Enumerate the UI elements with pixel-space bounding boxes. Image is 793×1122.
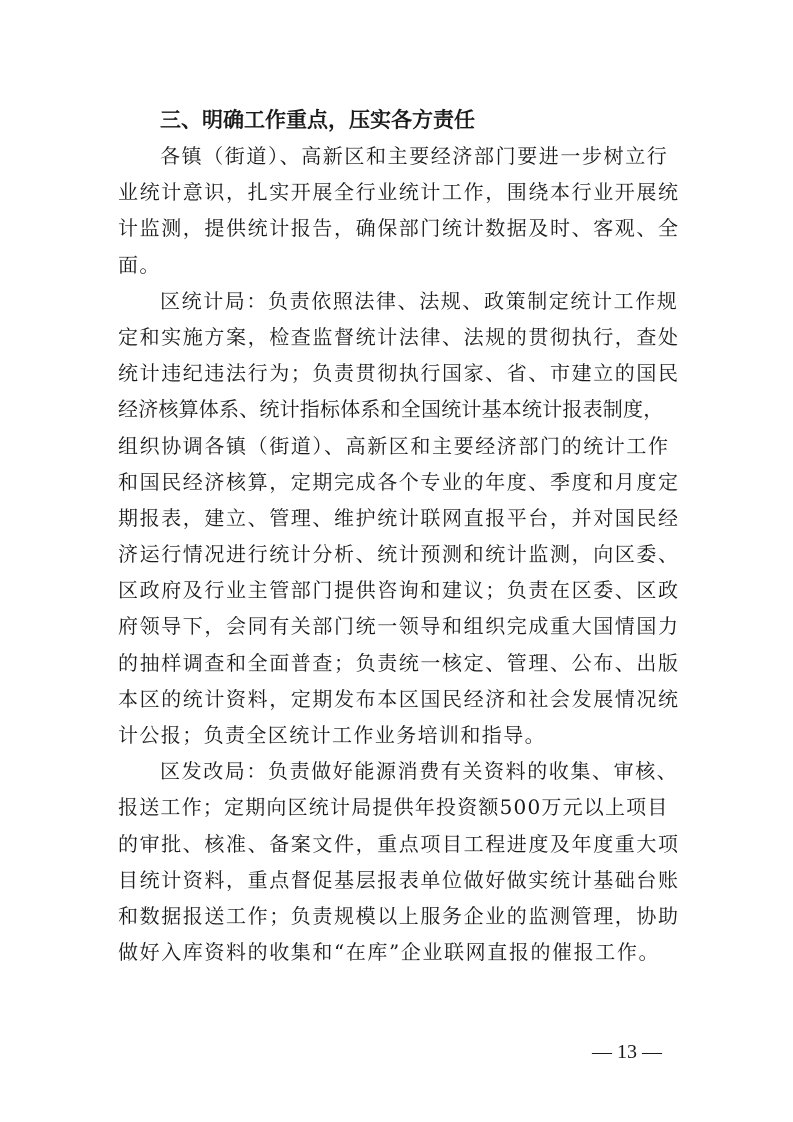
- text-line: 和数据报送工作；负责规模以上服务企业的监测管理，协助: [118, 903, 680, 928]
- text-line: 组织协调各镇（街道）、高新区和主要经济部门的统计工作: [118, 433, 670, 458]
- paragraph-development-bureau: [118, 753, 678, 970]
- text-line: 的审批、核准、备案文件，重点项目工程进度及年度重大项: [118, 831, 680, 856]
- paragraph-intro: [118, 138, 678, 283]
- text-line: 面。: [118, 252, 161, 277]
- text-line: 本区的统计资料，定期发布本区国民经济和社会发展情况统: [118, 686, 680, 711]
- text-line: 计公报；负责全区统计工作业务培训和指导。: [118, 723, 546, 747]
- text-line: 经济核算体系、统计指标体系和全国统计基本统计报表制度，: [118, 397, 664, 422]
- text-line: 统计违纪违法行为；负责贯彻执行国家、省、市建立的国民: [118, 361, 680, 386]
- text-line: 计监测，提供统计报告，确保部门统计数据及时、客观、全: [118, 216, 680, 241]
- section-heading: 三、明确工作重点，压实各方责任: [160, 108, 475, 132]
- text-line: 府领导下，会同有关部门统一领导和组织完成重大国情国力: [118, 614, 680, 639]
- text-line: 区发改局：负责做好能源消费有关资料的收集、审核、: [160, 759, 679, 784]
- page-number: — 13 —: [592, 1041, 662, 1063]
- text-line: 做好入库资料的收集和“在库”企业联网直报的催报工作。: [118, 940, 661, 965]
- text-line: 业统计意识，扎实开展全行业统计工作，围绕本行业开展统: [118, 180, 680, 205]
- text-line: 济运行情况进行统计分析、统计预测和统计监测，向区委、: [118, 542, 680, 567]
- text-line: 期报表，建立、管理、维护统计联网直报平台，并对国民经: [118, 505, 680, 530]
- text-line: 区统计局：负责依照法律、法规、政策制定统计工作规: [160, 288, 679, 313]
- text-line: 定和实施方案，检查监督统计法律、法规的贯彻执行，查处: [118, 324, 680, 349]
- text-line: 各镇（街道）、高新区和主要经济部门要进一步树立行: [160, 144, 669, 168]
- paragraph-statistics-bureau: [118, 283, 678, 753]
- document-page: [118, 102, 678, 970]
- text-line: 目统计资料，重点督促基层报表单位做好做实统计基础台账: [118, 867, 680, 892]
- text-line: 区政府及行业主管部门提供咨询和建议；负责在区委、区政: [118, 578, 680, 603]
- text-line: 的抽样调查和全面普查；负责统一核定、管理、公布、出版: [118, 650, 680, 675]
- text-line: 和国民经济核算，定期完成各个专业的年度、季度和月度定: [118, 469, 680, 494]
- text-line: 报送工作；定期向区统计局提供年投资额500万元以上项目: [118, 795, 669, 820]
